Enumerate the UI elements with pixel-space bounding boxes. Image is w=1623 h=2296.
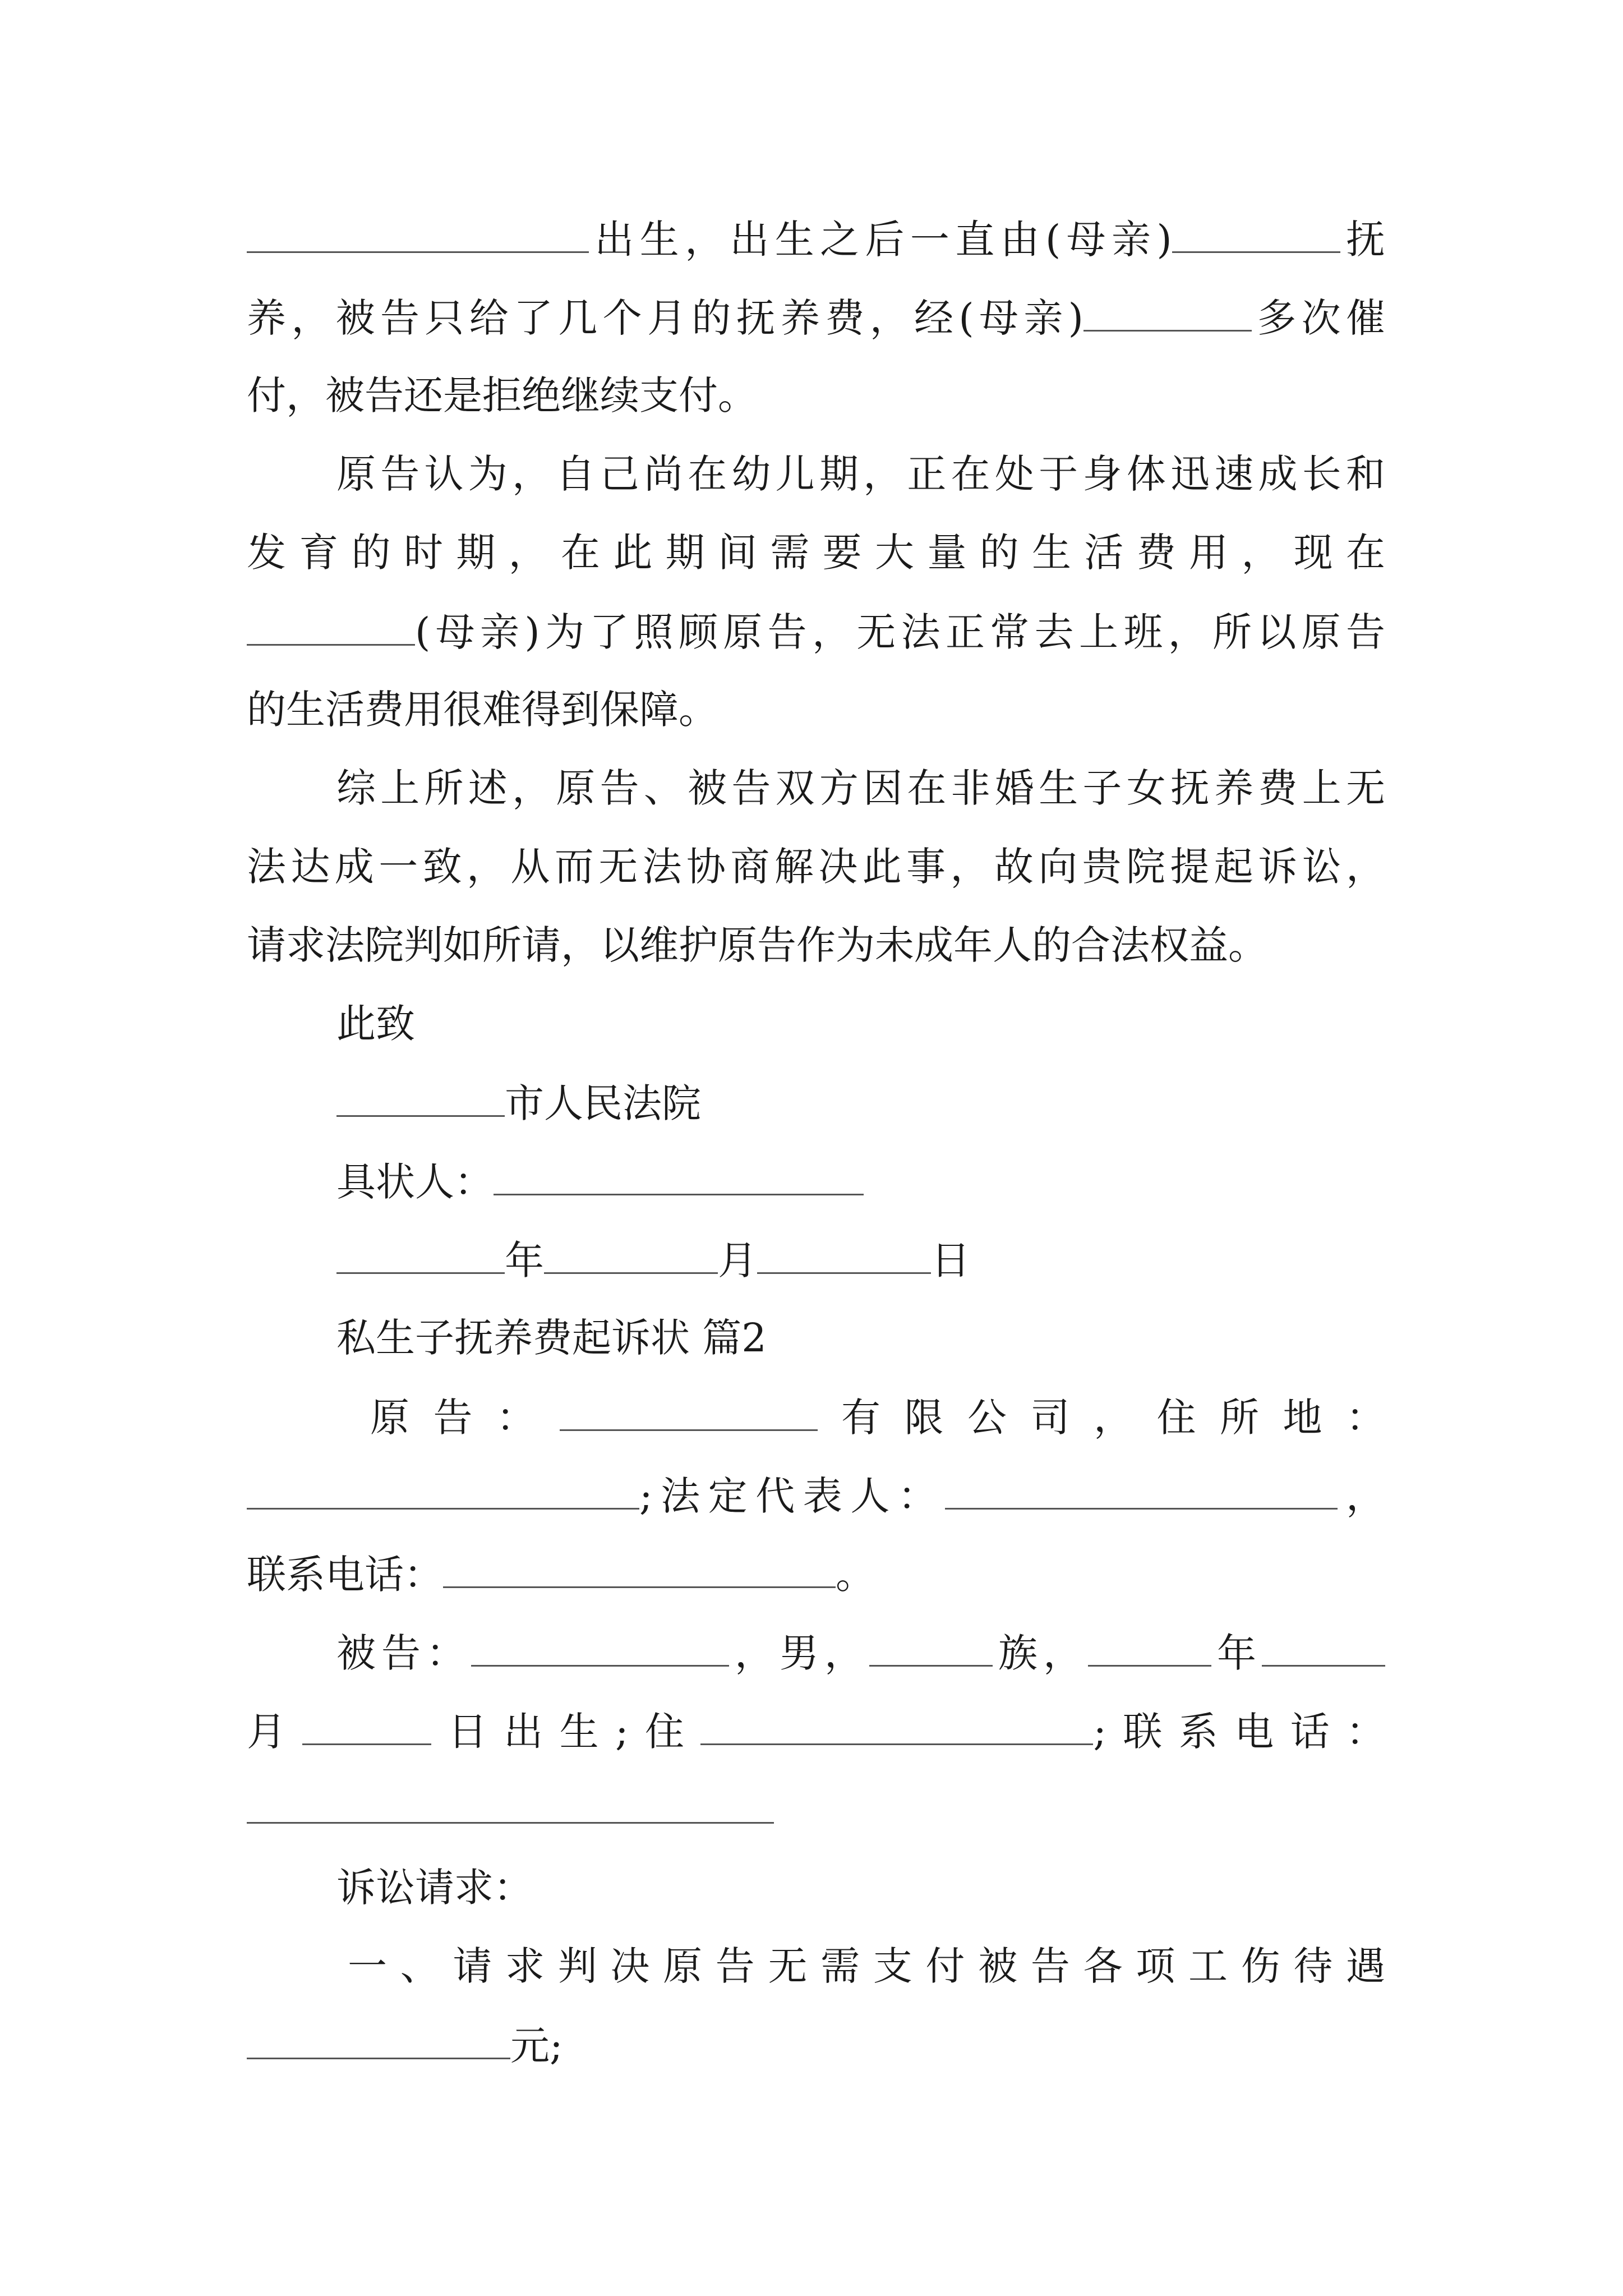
text: 有限公司， — [817, 1395, 1157, 1441]
blank-field — [302, 1700, 431, 1745]
date-month: 月 — [718, 1237, 757, 1283]
defendant-label: 被告： — [336, 1630, 471, 1676]
blank-field — [1088, 1621, 1211, 1667]
text: 出生，出生之后一直由(母亲) — [589, 217, 1172, 263]
signer-line — [336, 1150, 1385, 1212]
plaintiff-label: 原告： — [370, 1395, 560, 1441]
paragraph-3-line-2: 法达成一致，从而无法协商解决此事，故向贵院提起诉讼， — [247, 844, 1385, 890]
defendant-line-1 — [336, 1621, 1385, 1683]
claim-1-line-1: 一、请求判决原告无需支付被告各项工伤待遇 — [348, 1943, 1385, 1989]
claim-1-line-2 — [247, 2014, 1385, 2076]
blank-field — [757, 1228, 931, 1274]
blank-field — [560, 1386, 818, 1431]
plaintiff-line-1 — [370, 1386, 1385, 1447]
text: 联系电话： — [247, 1552, 443, 1598]
text: ， — [1338, 1473, 1386, 1519]
blank-field — [336, 1228, 505, 1274]
text: 月 — [247, 1709, 303, 1755]
claims-label: 诉讼请求： — [336, 1865, 533, 1911]
text: ，男， — [729, 1630, 869, 1676]
text: 元; — [510, 2023, 563, 2069]
date-year: 年 — [505, 1237, 544, 1283]
paragraph-2-line-4: 的生活费用很难得到保障。 — [247, 687, 718, 733]
date-line — [336, 1228, 1385, 1290]
text: 抚 — [1340, 217, 1385, 263]
section-heading: 私生子抚养费起诉状 篇2 — [336, 1315, 767, 1361]
text: 多次催 — [1252, 295, 1386, 341]
court-line — [336, 1071, 1385, 1133]
closing-salutation: 此致 — [336, 1001, 415, 1047]
text: ;法定代表人： — [639, 1473, 946, 1519]
paragraph-2-line-1: 原告认为，自己尚在幼儿期，正在处于身体迅速成长和 — [336, 451, 1385, 497]
text: 日出生;住 — [431, 1709, 701, 1755]
paragraph-2-line-2: 发育的时期，在此期间需要大量的生活费用，现在 — [247, 530, 1385, 576]
paragraph-1-line-2 — [247, 286, 1385, 348]
court-name: 市人民法院 — [505, 1080, 701, 1126]
date-day: 日 — [931, 1237, 970, 1283]
blank-field — [247, 1464, 639, 1510]
signer-label: 具状人： — [336, 1159, 494, 1205]
blank-field — [247, 2014, 510, 2059]
blank-field — [471, 1621, 729, 1667]
paragraph-2-line-3 — [247, 600, 1385, 662]
blank-field — [443, 1543, 836, 1588]
text: ;联系电话： — [1093, 1709, 1385, 1755]
blank-field — [700, 1700, 1093, 1745]
defendant-line-3 — [247, 1778, 1385, 1840]
blank-field — [494, 1150, 864, 1195]
paragraph-1-line-3: 付，被告还是拒绝继续支付。 — [247, 372, 757, 418]
text: 住所地： — [1156, 1395, 1385, 1441]
blank-field — [247, 208, 589, 253]
blank-field — [247, 1778, 774, 1824]
paragraph-3-line-1: 综上所述，原告、被告双方因在非婚生子女抚养费上无 — [336, 765, 1385, 811]
defendant-line-2 — [247, 1700, 1385, 1761]
paragraph-1-line-1 — [247, 208, 1385, 269]
text: (母亲)为了照顾原告，无法正常去上班，所以原告 — [415, 609, 1385, 655]
blank-field — [544, 1228, 718, 1274]
plaintiff-line-3 — [247, 1543, 1385, 1604]
paragraph-3-line-3: 请求法院判如所请，以维护原告作为未成年人的合法权益。 — [247, 922, 1267, 968]
blank-field — [1262, 1621, 1385, 1667]
blank-field — [869, 1621, 993, 1667]
blank-field — [1172, 208, 1340, 253]
blank-field — [247, 600, 415, 646]
blank-field — [336, 1071, 505, 1117]
blank-field — [1083, 286, 1252, 332]
plaintiff-line-2 — [247, 1464, 1385, 1526]
blank-field — [945, 1464, 1338, 1510]
text: 养，被告只给了几个月的抚养费，经(母亲) — [247, 295, 1083, 341]
text: 年 — [1211, 1630, 1262, 1676]
text: 族， — [993, 1630, 1088, 1676]
text: 。 — [836, 1552, 875, 1598]
